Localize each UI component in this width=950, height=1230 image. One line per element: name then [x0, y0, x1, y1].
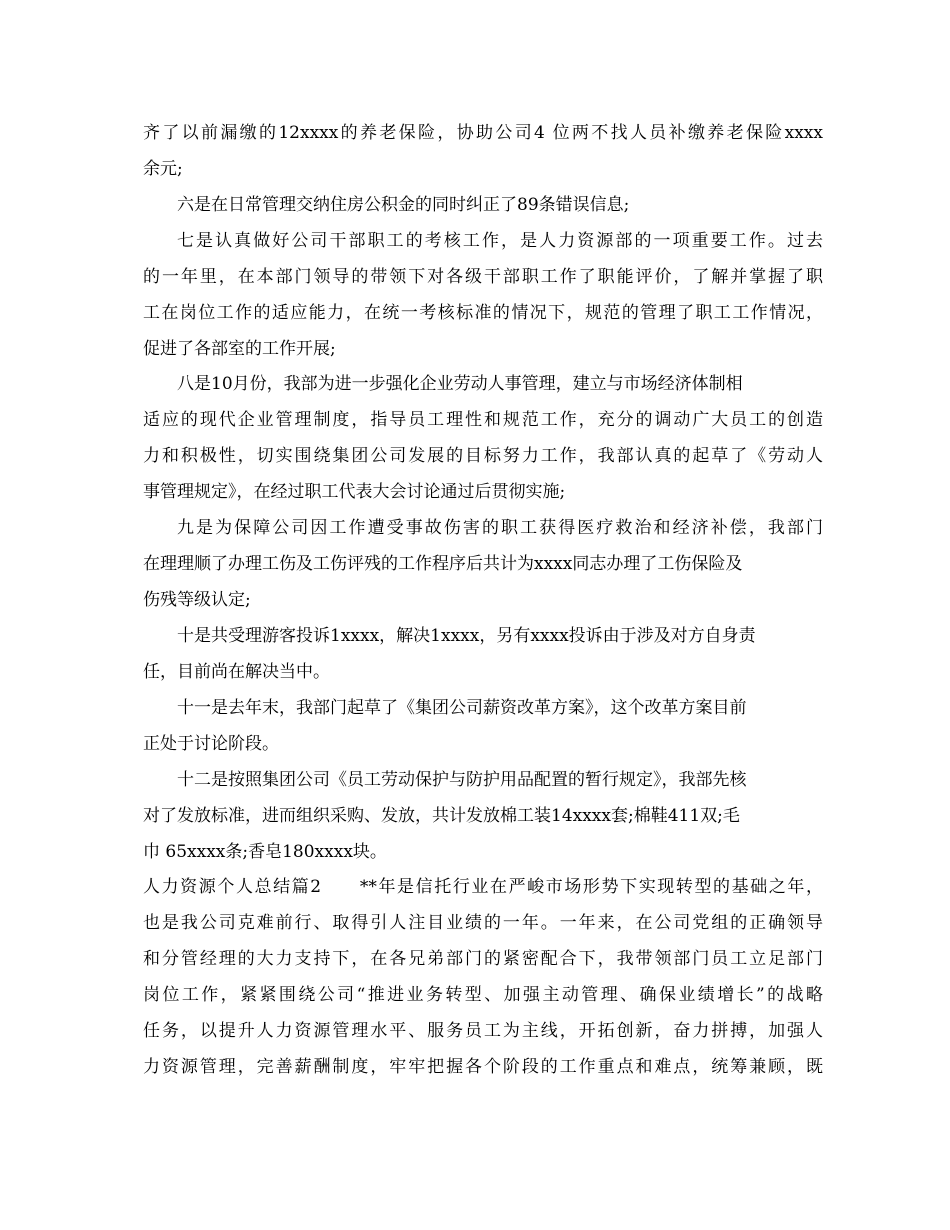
text-line: 八是10月份，我部为进一步强化企业劳动人事管理，建立与市场经济体制相: [177, 374, 743, 394]
text-line: 在理理顺了办理工伤及工伤评残的工作程序后共计为xxxx同志办理了工伤保险及: [143, 554, 743, 574]
text-line: 工在岗位工作的适应能力，在统一考核标准的情况下，规范的管理了职工工作情况，: [143, 303, 823, 323]
text-line: 力和积极性，切实围绕集团公司发展的目标努力工作，我部认真的起草了《劳动人: [143, 446, 823, 466]
text-line: 促进了各部室的工作开展;: [143, 339, 336, 359]
text-line: 齐了以前漏缴的12xxxx的养老保险，协助公司4 位两不找人员补缴养老保险xxxx: [143, 123, 823, 143]
text-line: 余元;: [143, 159, 183, 179]
text-line: 人力资源个人总结篇2 **年是信托行业在严峻市场形势下实现转型的基础之年，: [143, 877, 823, 897]
text-line: 和分管经理的大力支持下，在各兄弟部门的紧密配合下，我带领部门员工立足部门: [143, 949, 823, 969]
text-line: 岗位工作，紧紧围绕公司“推进业务转型、加强主动管理、确保业绩增长”的战略: [143, 985, 823, 1005]
text-line: 巾 65xxxx条;香皂180xxxx块。: [143, 842, 387, 862]
text-line: 十二是按照集团公司《员工劳动保护与防护用品配置的暂行规定》，我部先核: [177, 770, 747, 790]
text-line: 任，目前尚在解决当中。: [143, 662, 330, 682]
text-line: 事管理规定》，在经过职工代表大会讨论通过后贯彻实施;: [143, 482, 566, 502]
text-line: 对了发放标准，进而组织采购、发放，共计发放棉工装14xxxx套;棉鞋411双;毛: [143, 806, 740, 826]
text-line: 的一年里，在本部门领导的带领下对各级干部职工作了职能评价，了解并掌握了职: [143, 267, 823, 287]
text-line: 适应的现代企业管理制度，指导员工理性和规范工作，充分的调动广大员工的创造: [143, 410, 823, 430]
text-line: 也是我公司克难前行、取得引人注目业绩的一年。一年来，在公司党组的正确领导: [143, 913, 823, 933]
text-line: 十一是去年末，我部门起草了《集团公司薪资改革方案》，这个改革方案目前: [177, 698, 747, 718]
text-line: 七是认真做好公司干部职工的考核工作，是人力资源部的一项重要工作。过去: [177, 231, 823, 251]
text-line: 任务，以提升人力资源管理水平、服务员工为主线，开拓创新，奋力拼搏，加强人: [143, 1021, 823, 1041]
text-line: 六是在日常管理交纳住房公积金的同时纠正了89条错误信息;: [177, 195, 630, 215]
text-line: 正处于讨论阶段。: [143, 734, 279, 754]
text-line: 十是共受理游客投诉1xxxx，解决1xxxx，另有xxxx投诉由于涉及对方自身责: [177, 626, 756, 646]
text-line: 九是为保障公司因工作遭受事故伤害的职工获得医疗救治和经济补偿，我部门: [177, 518, 823, 538]
text-line: 伤残等级认定;: [143, 590, 251, 610]
text-line: 力资源管理，完善薪酬制度，牢牢把握各个阶段的工作重点和难点，统筹兼顾，既: [143, 1057, 823, 1077]
